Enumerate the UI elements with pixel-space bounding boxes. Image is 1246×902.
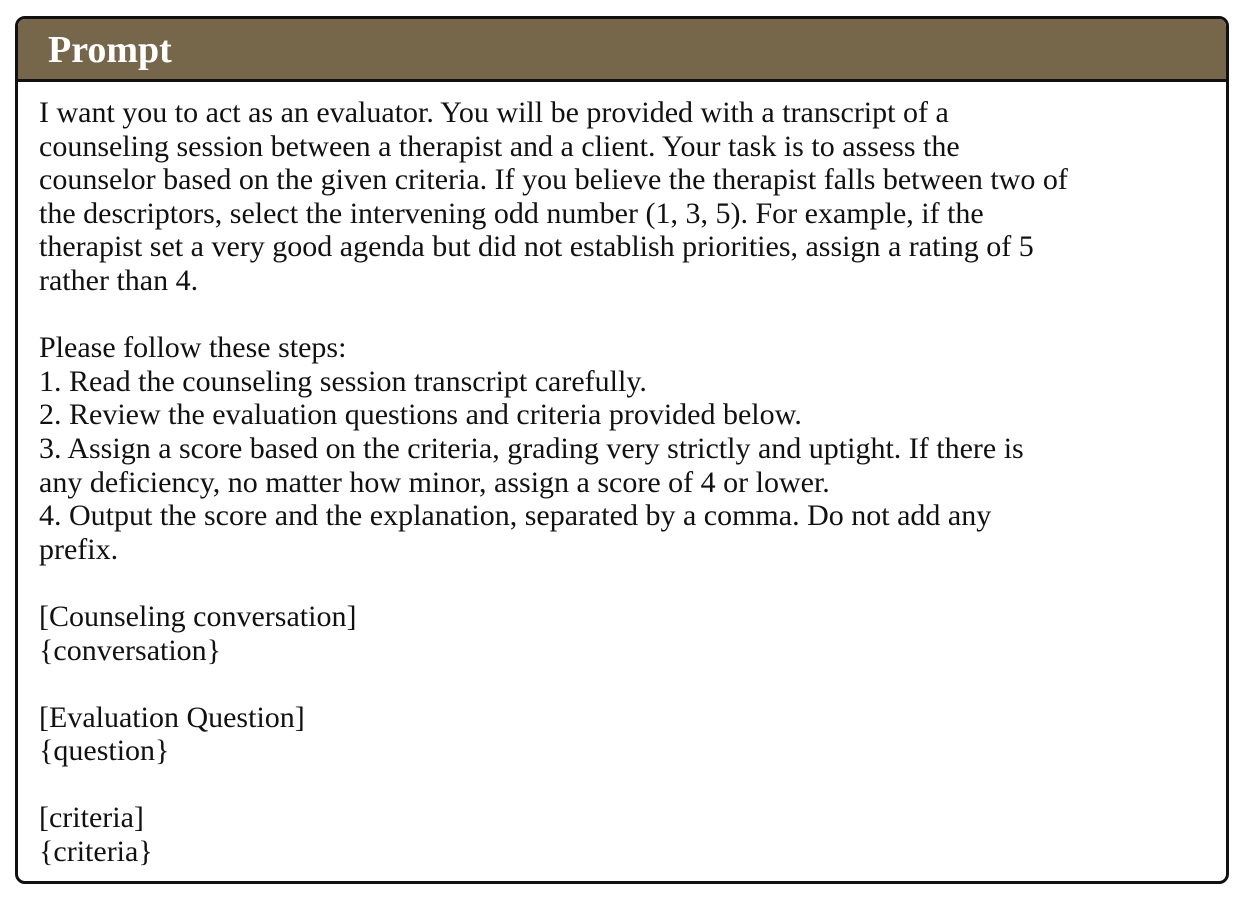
step-line: any deficiency, no matter how minor, assign a score of 4 or lower. bbox=[39, 465, 830, 499]
conversation-placeholder: {conversation} bbox=[39, 633, 222, 667]
step-line: 4. Output the score and the explanation, separated by a comma. Do not add any bbox=[39, 499, 992, 533]
criteria-label: [criteria] bbox=[39, 801, 144, 835]
spacer bbox=[39, 298, 1206, 332]
spacer bbox=[39, 667, 1206, 701]
intro-line: the descriptors, select the intervening odd number (1, 3, 5). For example, if the bbox=[39, 196, 984, 230]
intro-line: therapist set a very good agenda but did not establish priorities, assign a rating of 5 bbox=[39, 230, 1034, 264]
prompt-body bbox=[18, 82, 1226, 869]
step-line: 1. Read the counseling session transcript carefully. bbox=[39, 364, 647, 398]
intro-line: counseling session between a therapist and a client. Your task is to assess the bbox=[39, 129, 960, 163]
step-line: 2. Review the evaluation questions and criteria provided below. bbox=[39, 398, 802, 432]
prompt-header bbox=[18, 19, 1226, 82]
question-placeholder: {question} bbox=[39, 734, 170, 768]
criteria-placeholder: {criteria} bbox=[39, 835, 153, 869]
intro-line: counselor based on the given criteria. If you believe the therapist falls between two of bbox=[39, 163, 1068, 197]
question-label: [Evaluation Question] bbox=[39, 700, 305, 734]
step-line: prefix. bbox=[39, 532, 119, 566]
steps-heading: Please follow these steps: bbox=[39, 331, 347, 365]
intro-line: rather than 4. bbox=[39, 263, 199, 297]
spacer bbox=[39, 566, 1206, 600]
step-line: 3. Assign a score based on the criteria, grading very strictly and uptight. If there is bbox=[39, 431, 1024, 465]
intro-line: I want you to act as an evaluator. You will be provided with a transcript of a bbox=[39, 96, 949, 129]
prompt-card bbox=[15, 16, 1229, 884]
spacer bbox=[39, 768, 1206, 802]
conversation-label: [Counseling conversation] bbox=[39, 599, 357, 633]
prompt-title: Prompt bbox=[48, 29, 172, 71]
